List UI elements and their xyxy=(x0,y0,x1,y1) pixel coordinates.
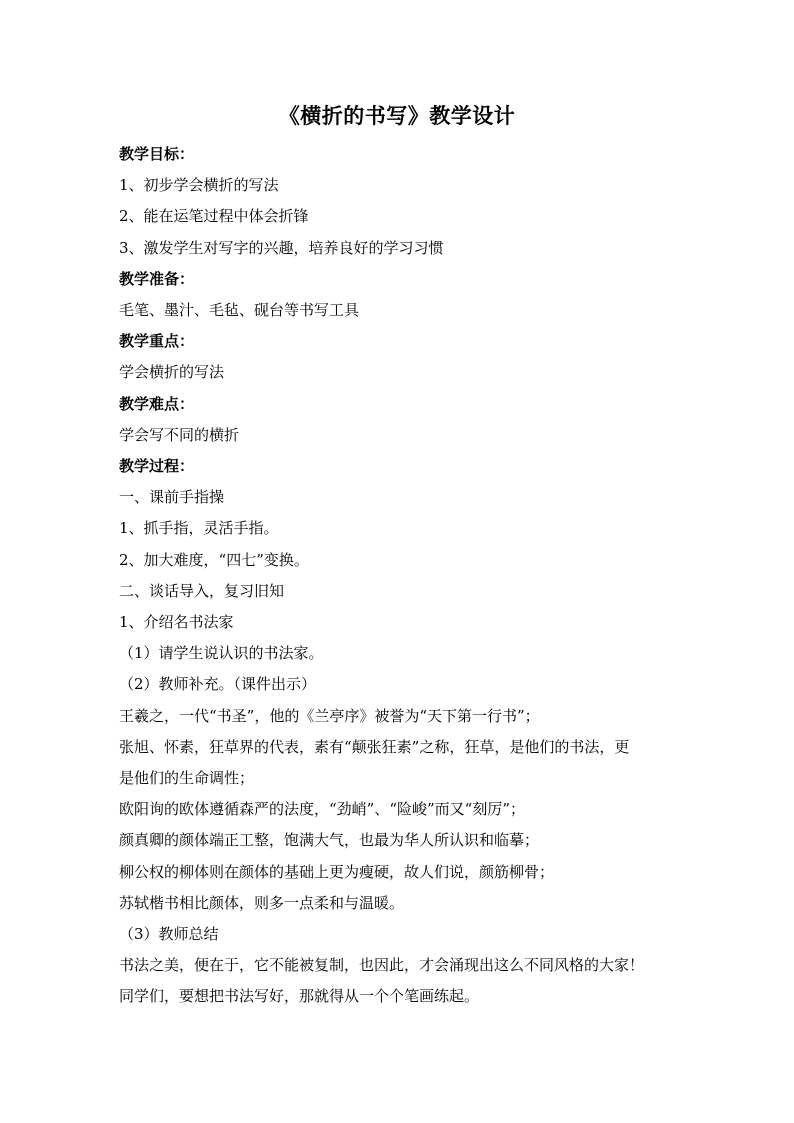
body-line: 颜真卿的颜体端正工整，饱满大气，也最为华人所认识和临摹； xyxy=(119,831,540,850)
body-line: 2、加大难度，“四七”变换。 xyxy=(119,550,309,569)
document-body xyxy=(119,139,679,1013)
section-heading: 教学过程： xyxy=(119,457,195,476)
body-line: （2）教师补充。（课件出示） xyxy=(119,675,317,694)
body-line: 苏轼楷书相比颜体，则多一点柔和与温暖。 xyxy=(119,893,405,912)
body-line: （3）教师总结 xyxy=(119,925,219,944)
body-line: 1、初步学会横折的写法 xyxy=(119,176,279,195)
body-line: 一、课前手指操 xyxy=(119,488,225,507)
body-line: 学会横折的写法 xyxy=(119,363,225,382)
body-line: 柳公权的柳体则在颜体的基础上更为瘦硬，故人们说，颜筋柳骨； xyxy=(119,862,555,881)
body-line: 学会写不同的横折 xyxy=(119,425,240,444)
section-heading: 教学准备： xyxy=(119,269,195,288)
body-line: 王羲之，一代“书圣”，他的《兰亭序》被誉为“天下第一行书”； xyxy=(119,706,540,725)
body-line: 3、激发学生对写字的兴趣，培养良好的学习习惯 xyxy=(119,238,444,257)
body-line: （1）请学生说认识的书法家。 xyxy=(119,644,324,663)
section-heading: 教学难点： xyxy=(119,394,195,413)
section-heading: 教学重点： xyxy=(119,332,195,351)
body-line: 欧阳询的欧体遵循森严的法度，“劲峭”、“险峻”而又“刻厉”； xyxy=(119,800,526,819)
body-line: 1、介绍名书法家 xyxy=(119,613,234,632)
section-heading: 教学目标： xyxy=(119,145,195,163)
body-line: 2、能在运笔过程中体会折锋 xyxy=(119,207,309,226)
body-line: 毛笔、墨汁、毛毡、砚台等书写工具 xyxy=(119,301,360,320)
body-line: 二、谈话导入，复习旧知 xyxy=(119,581,285,600)
body-line: 书法之美，便在于，它不能被复制，也因此，才会涌现出这么不同风格的大家！ xyxy=(119,956,645,975)
body-line: 同学们，要想把书法写好，那就得从一个个笔画练起。 xyxy=(119,987,480,1006)
body-line: 1、抓手指，灵活手指。 xyxy=(119,519,279,538)
body-line: 张旭、怀素，狂草界的代表，素有“颠张狂素”之称，狂草，是他们的书法，更 xyxy=(119,737,630,756)
document-title: 《横折的书写》教学设计 xyxy=(278,104,516,128)
body-line: 是他们的生命调性； xyxy=(119,769,255,788)
